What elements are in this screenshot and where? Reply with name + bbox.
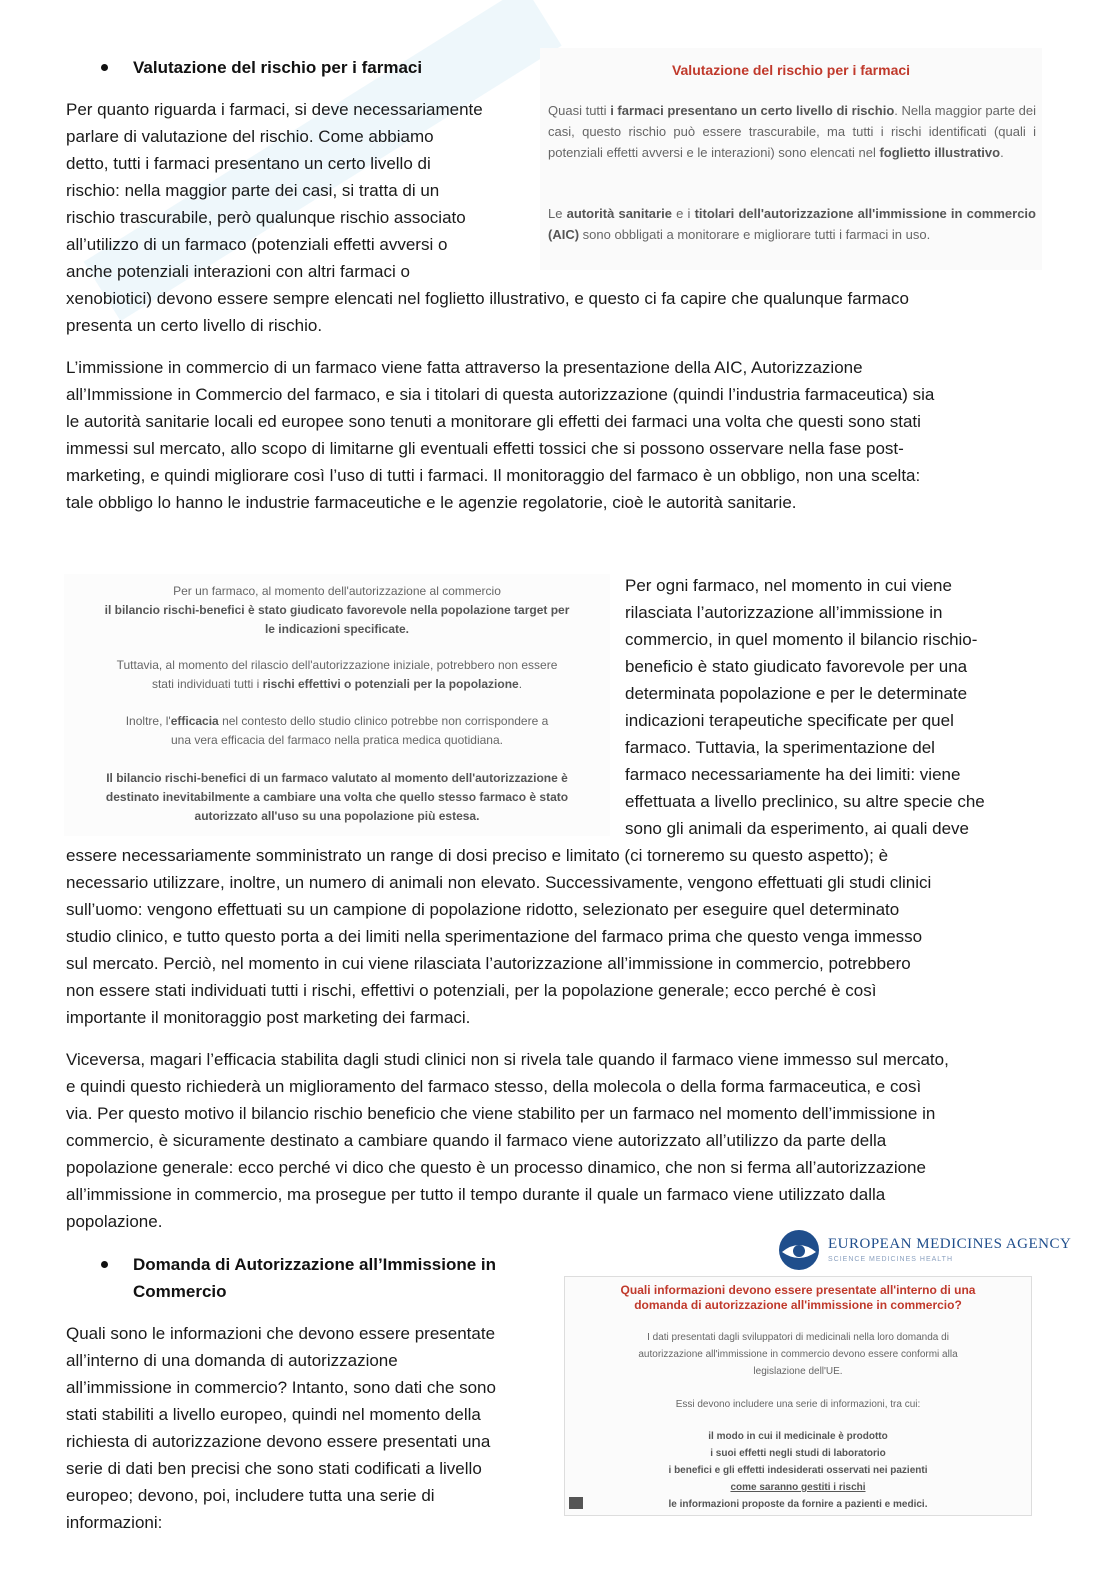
text-line: indicazioni terapeutiche specificate per quel [625, 711, 954, 730]
section-heading-aic-request: Domanda di Autorizzazione all’Immissione in Commercio [133, 1255, 497, 1301]
text-line: richiesta di autorizzazione devono essere presentati una [66, 1432, 491, 1451]
text-line: rischio trascurabile, però qualunque rischio associato [66, 208, 466, 227]
text-line: all’immissione in commercio? Intanto, sono dati che sono [66, 1378, 496, 1397]
text-line: all’Immissione in Commercio del farmaco, e sia i titolari di questa autorizzazione (quindi l’industria farmaceutica) sia [66, 385, 935, 404]
text-line: xenobiotici) devono essere sempre elencati nel foglietto illustrativo, e questo ci fa capire che qualunque farmaco [66, 289, 909, 308]
slide-info-list [565, 1428, 1031, 1513]
text-line: necessario utilizzare, inoltre, un numero di animali non elevato. Successivamente, vengono effettuati gli studi clinici [66, 873, 932, 892]
text-line: anche potenziali interazioni con altri farmaci o [66, 262, 410, 281]
text-line: e quindi questo richiederà un miglioramento del farmaco stesso, della molecola o della forma farmaceutica, e così [66, 1077, 922, 1096]
list-item: come saranno gestiti i rischi [730, 1482, 866, 1493]
list-item: il modo in cui il medicinale è prodotto [708, 1431, 888, 1442]
text-line: serie di dati ben precisi che sono stati codificati a livello [66, 1459, 482, 1478]
text-line: determinata popolazione e per le determinate [625, 684, 968, 703]
slide-risk-benefit [64, 574, 610, 836]
section-heading-risk: Valutazione del rischio per i farmaci [133, 58, 423, 77]
slide-paragraph-2: Tuttavia, al momento del rilascio dell'autorizzazione iniziale, potrebbero non essere stati individuati tutti i rischi effettivi o potenziali per la popolazione. [116, 658, 558, 691]
slide-risk-assessment [540, 48, 1042, 270]
text-line: le autorità sanitarie locali ed europee sono tenuti a monitorare gli effetti dei farmaci una volta che questi sono stati [66, 412, 921, 431]
ema-name: EUROPEAN MEDICINES AGENCY [828, 1236, 1072, 1252]
text-line: commercio, è sicuramente destinato a cambiare quando il farmaco viene autorizzato all’utilizzo da parte della [66, 1131, 887, 1150]
ema-logo [776, 1228, 1072, 1272]
list-item: i benefici e gli effetti indesiderati osservati nei pazienti [668, 1465, 928, 1476]
slide-aic-info [564, 1276, 1032, 1516]
text-line: sul mercato. Perciò, nel momento in cui viene rilasciata l’autorizzazione all’immissione in commercio, potrebbero [66, 954, 911, 973]
text-line: studio clinico, e tutto questo porta a dei limiti nella sperimentazione del farmaco prima che questo venga immesso [66, 927, 923, 946]
text-line: stati stabiliti a livello europeo, quindi nel momento della [66, 1405, 481, 1424]
text-line: Quali sono le informazioni che devono essere presentate [66, 1324, 496, 1343]
text-line: L’immissione in commercio di un farmaco viene fatta attraverso la presentazione della AIC, Autorizzazione [66, 358, 863, 377]
slide-paragraph-1: Per un farmaco, al momento dell'autorizzazione al commercio il bilancio rischi-benefici è stato giudicato favorevole nella popolazione target per le indicazioni specificate. [104, 584, 570, 636]
text-line: europeo; devono, poi, includere tutta una serie di [66, 1486, 435, 1505]
text-line: effettuata a livello preclinico, su altre specie che [625, 792, 985, 811]
slide-title: Valutazione del rischio per i farmaci [671, 62, 911, 78]
bullet-icon [101, 1261, 108, 1268]
text-line: parlare di valutazione del rischio. Come abbiamo [66, 127, 434, 146]
text-line: informazioni: [66, 1513, 163, 1532]
text-line: detto, tutti i farmaci presentano un certo livello di [66, 154, 431, 173]
text-line: commercio, in quel momento il bilancio rischio- [625, 630, 978, 649]
slide-paragraph-3: Inoltre, l'efficacia nel contesto dello studio clinico potrebbe non corrispondere a una vera efficacia del farmaco nella pratica medica quotidiana. [125, 714, 549, 747]
slide-paragraph-1: Quasi tutti i farmaci presentano un certo livello di rischio. Nella maggior parte dei casi, questo rischio può essere trascurabile, ma tutti i rischi identificati (quali i potenziali effetti avversi e le interazioni) sono elencati nel foglietto illustrativo. [548, 103, 1036, 160]
text-line: Per ogni farmaco, nel momento in cui viene [625, 576, 952, 595]
text-line: farmaco necessariamente ha dei limiti: viene [625, 765, 961, 784]
text-line: sono gli animali da esperimento, ai quali deve [625, 819, 969, 838]
text-line: all’immissione in commercio, ma prosegue per tutto il tempo durante il quale un farmaco viene utilizzato dalla [66, 1185, 886, 1204]
text-line: non essere stati individuati tutti i rischi, effettivi o potenziali, per la popolazione generale; ecco perché è così [66, 981, 877, 1000]
slide-paragraph-1: I dati presentati dagli sviluppatori di medicinali nella loro domanda di autorizzazione all'immissione in commercio devono essere conformi alla legislazione dell'UE. [638, 1332, 958, 1377]
text-line: importante il monitoraggio post marketing dei farmaci. [66, 1008, 471, 1027]
text-line: presenta un certo livello di rischio. [66, 316, 323, 335]
slide-title: Quali informazioni devono essere presentate all'interno di una domanda di autorizzazione all'immissione in commercio? [620, 1283, 976, 1312]
text-line: rilasciata l’autorizzazione all’immissione in [625, 603, 943, 622]
text-line: immessi sul mercato, allo scopo di limitarne gli eventuali effetti tossici che si possono osservare nella fase post- [66, 439, 904, 458]
slide-paragraph-2: Essi devono includere una serie di informazioni, tra cui: [675, 1399, 921, 1410]
text-line: Per quanto riguarda i farmaci, si deve necessariamente [66, 100, 483, 119]
text-line: popolazione generale: ecco perché vi dico che questo è un processo dinamico, che non si ferma all’autorizzazione [66, 1158, 926, 1177]
slide-corner-marker [569, 1497, 583, 1509]
text-line: tale obbligo lo hanno le industrie farmaceutiche e le agenzie regolatorie, cioè le autorità sanitarie. [66, 493, 797, 512]
text-line: farmaco. Tuttavia, la sperimentazione del [625, 738, 935, 757]
text-line: marketing, e quindi migliorare così l’uso di tutti i farmaci. Il monitoraggio del farmaco è un obbligo, non una scelta: [66, 466, 921, 485]
text-line: all’interno di una domanda di autorizzazione [66, 1351, 398, 1370]
text-line: via. Per questo motivo il bilancio rischio beneficio che viene stabilito per un farmaco nel momento dell’immissione in [66, 1104, 936, 1123]
text-line: popolazione. [66, 1212, 163, 1231]
slide-paragraph-2: Le autorità sanitarie e i titolari dell'autorizzazione all'immissione in commercio (AIC) sono obbligati a monitorare e migliorare tutti i farmaci in uso. [548, 206, 1036, 242]
ema-tagline: SCIENCE MEDICINES HEALTH [828, 1256, 953, 1263]
list-item: i suoi effetti negli studi di laboratorio [710, 1448, 886, 1459]
text-line: Viceversa, magari l’efficacia stabilita dagli studi clinici non si rivela tale quando il farmaco viene immesso sul mercato, [66, 1050, 949, 1069]
text-line: rischio: nella maggior parte dei casi, si tratta di un [66, 181, 440, 200]
text-line: all’utilizzo di un farmaco (potenziali effetti avversi o [66, 235, 448, 254]
ema-emblem-icon [776, 1228, 822, 1272]
bullet-icon [101, 64, 108, 71]
text-line: sull’uomo: vengono effettuati su un campione di popolazione ridotto, selezionato per eseguire quel determinato [66, 900, 900, 919]
text-line: essere necessariamente somministrato un range di dosi preciso e limitato (ci torneremo su questo aspetto); è [66, 846, 889, 865]
list-item: le informazioni proposte da fornire a pazienti e medici. [668, 1499, 928, 1510]
text-line: beneficio è stato giudicato favorevole per una [625, 657, 968, 676]
slide-paragraph-4: Il bilancio rischi-benefici di un farmaco valutato al momento dell'autorizzazione è destinato inevitabilmente a cambiare una volta che quello stesso farmaco è stato autorizzato all'uso su una popolazione più estesa. [105, 771, 569, 823]
